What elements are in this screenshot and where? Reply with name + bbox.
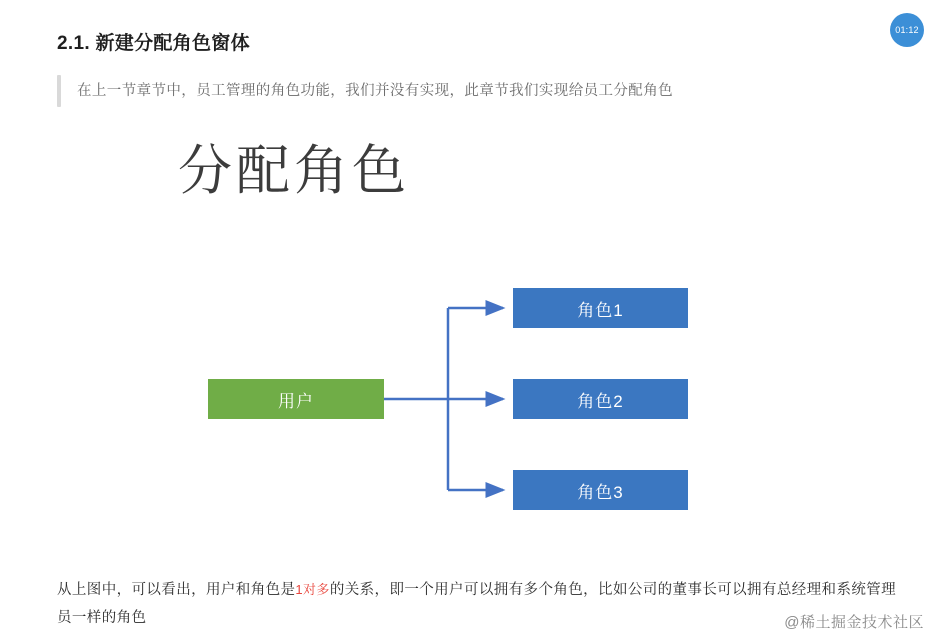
note-text: 在上一节章节中，员工管理的角色功能，我们并没有实现，此章节我们实现给员工分配角色 [77, 83, 673, 99]
diagram-node-user: 用户 [208, 379, 384, 419]
paragraph-highlight: 1对多 [295, 582, 330, 597]
diagram-node-role-1: 角色1 [513, 288, 688, 328]
watermark: @稀土掘金技术社区 [784, 614, 924, 631]
role-assignment-diagram [0, 260, 942, 540]
note-accent-bar [57, 75, 61, 107]
paragraph-part-2: 的关系，即一个用户可以拥有多个角色，比如公司的董事长可以拥有总经理和系统管理员一样的角色 [57, 582, 897, 626]
diagram-connectors [0, 260, 942, 540]
paragraph-part-1: 从上图中，可以看出，用户和角色是 [57, 582, 296, 598]
diagram-node-role-3: 角色3 [513, 470, 688, 510]
body-paragraph [57, 576, 897, 632]
slide-title: 分配角色 [178, 141, 410, 201]
timer-badge[interactable]: 01:12 [890, 13, 924, 47]
note-callout [57, 75, 857, 107]
diagram-node-role-2: 角色2 [513, 379, 688, 419]
page-title: 2.1. 新建分配角色窗体 [57, 33, 250, 54]
